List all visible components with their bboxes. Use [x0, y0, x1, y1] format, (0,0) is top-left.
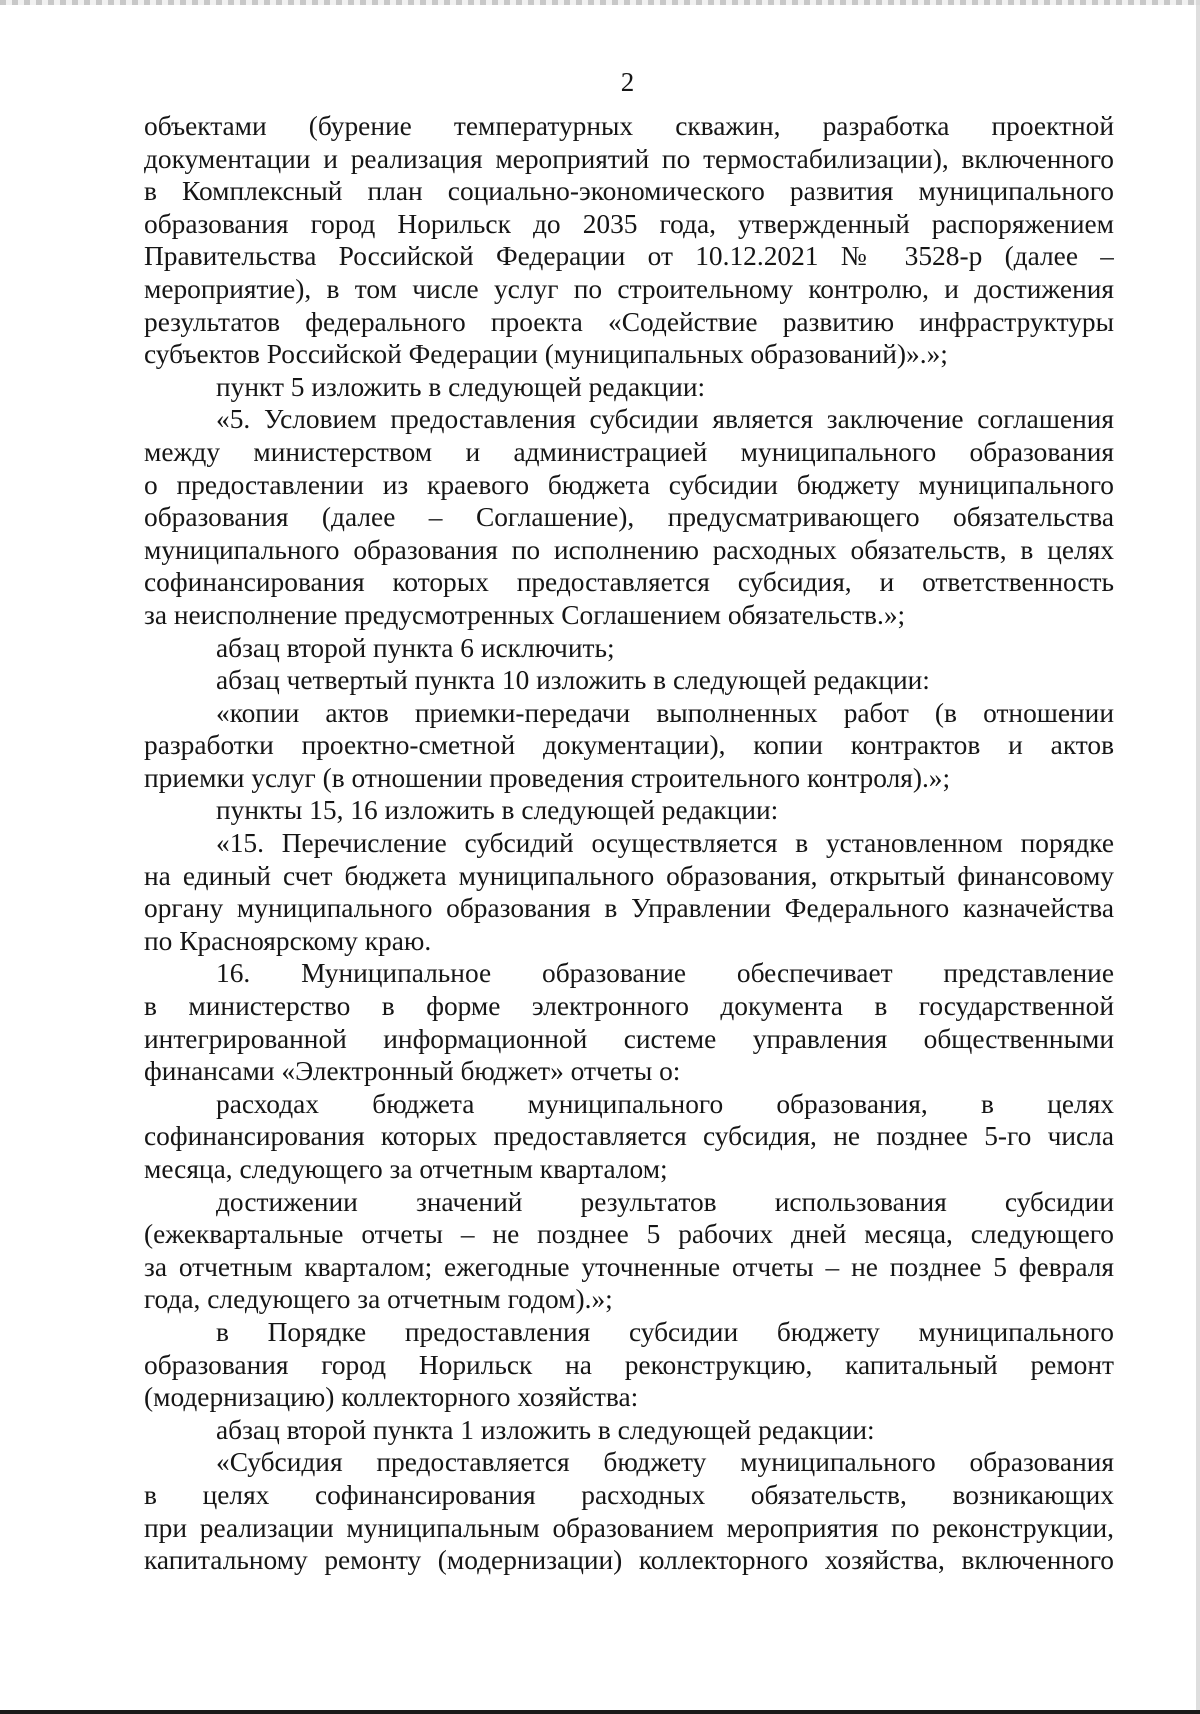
text-line: образования (далее – Соглашение), предусматривающего обязательства [144, 502, 1114, 533]
text-line: капитальному ремонту (модернизации) коллекторного хозяйства, включенного [144, 1545, 1114, 1576]
text-line: за неисполнение предусмотренных Соглашением обязательств.»; [144, 599, 906, 630]
text-line: (модернизацию) коллекторного хозяйства: [144, 1382, 639, 1413]
scan-edge-bottom [0, 1710, 1200, 1714]
scan-edge-right [1196, 0, 1200, 1714]
document-body [144, 110, 1114, 1577]
text-line: органу муниципального образования в Управлении Федерального казначейства [144, 893, 1114, 924]
text-line: между министерством и администрацией муниципального образования [144, 436, 1114, 467]
text-line: в Комплексный план социально-экономического развития муниципального [144, 176, 1114, 207]
text-line: пункт 5 изложить в следующей редакции: [216, 371, 706, 402]
text-line: мероприятие), в том числе услуг по строительному контролю, и достижения [144, 273, 1114, 304]
text-line: абзац четвертый пункта 10 изложить в следующей редакции: [216, 665, 930, 696]
text-line: по Красноярскому краю. [144, 925, 432, 956]
text-line: пункты 15, 16 изложить в следующей редакции: [216, 795, 779, 826]
text-line: «копии актов приемки-передачи выполненных работ (в отношении [216, 697, 1114, 728]
text-line: за отчетным кварталом; ежегодные уточненные отчеты – не позднее 5 февраля [144, 1251, 1114, 1282]
text-line: документации и реализация мероприятий по термостабилизации), включенного [144, 143, 1114, 174]
text-line: разработки проектно-сметной документации), копии контрактов и актов [144, 730, 1114, 761]
text-line: при реализации муниципальным образованием мероприятия по реконструкции, [144, 1512, 1114, 1543]
text-line: на единый счет бюджета муниципального образования, открытый финансовому [144, 860, 1114, 891]
text-line: софинансирования которых предоставляется субсидия, и ответственность [144, 567, 1114, 598]
text-line: софинансирования которых предоставляется субсидия, не позднее 5-го числа [144, 1121, 1114, 1152]
page-number: 2 [620, 67, 635, 97]
text-line: финансами «Электронный бюджет» отчеты о: [144, 1056, 681, 1087]
scan-edge-top [0, 0, 1200, 5]
text-line: интегрированной информационной системе управления общественными [144, 1023, 1114, 1054]
text-line: достижении значений результатов использования субсидии [216, 1186, 1114, 1217]
text-line: года, следующего за отчетным годом).»; [144, 1284, 613, 1315]
text-line: (ежеквартальные отчеты – не позднее 5 рабочих дней месяца, следующего [144, 1219, 1114, 1250]
text-line: абзац второй пункта 6 исключить; [216, 632, 615, 663]
text-line: 16. Муниципальное образование обеспечивает представление [216, 958, 1114, 989]
text-line: образования город Норильск на реконструкцию, капитальный ремонт [144, 1349, 1114, 1380]
text-line: «5. Условием предоставления субсидии является заключение соглашения [216, 404, 1114, 435]
text-line: Правительства Российской Федерации от 10.12.2021 № 3528-р (далее – [144, 241, 1114, 272]
text-line: результатов федерального проекта «Содействие развитию инфраструктуры [144, 306, 1114, 337]
text-line: о предоставлении из краевого бюджета субсидии бюджету муниципального [144, 469, 1114, 500]
text-line: приемки услуг (в отношении проведения строительного контроля).»; [144, 762, 951, 793]
text-line: месяца, следующего за отчетным кварталом; [144, 1154, 668, 1184]
text-line: объектами (бурение температурных скважин, разработка проектной [144, 111, 1114, 141]
text-line: муниципального образования по исполнению расходных обязательств, в целях [144, 534, 1114, 565]
text-line: в министерство в форме электронного документа в государственной [144, 991, 1114, 1022]
text-line: образования город Норильск до 2035 года, утвержденный распоряжением [144, 208, 1114, 239]
text-line: субъектов Российской Федерации (муниципальных образований)».»; [144, 339, 948, 370]
text-line: абзац второй пункта 1 изложить в следующей редакции: [216, 1414, 875, 1445]
text-line: в целях софинансирования расходных обязательств, возникающих [144, 1479, 1114, 1510]
text-line: «Субсидия предоставляется бюджету муниципального образования [216, 1447, 1114, 1478]
text-line: в Порядке предоставления субсидии бюджету муниципального [216, 1316, 1114, 1347]
text-line: расходах бюджета муниципального образования, в целях [216, 1088, 1114, 1119]
text-line: «15. Перечисление субсидий осуществляется в установленном порядке [216, 828, 1114, 859]
